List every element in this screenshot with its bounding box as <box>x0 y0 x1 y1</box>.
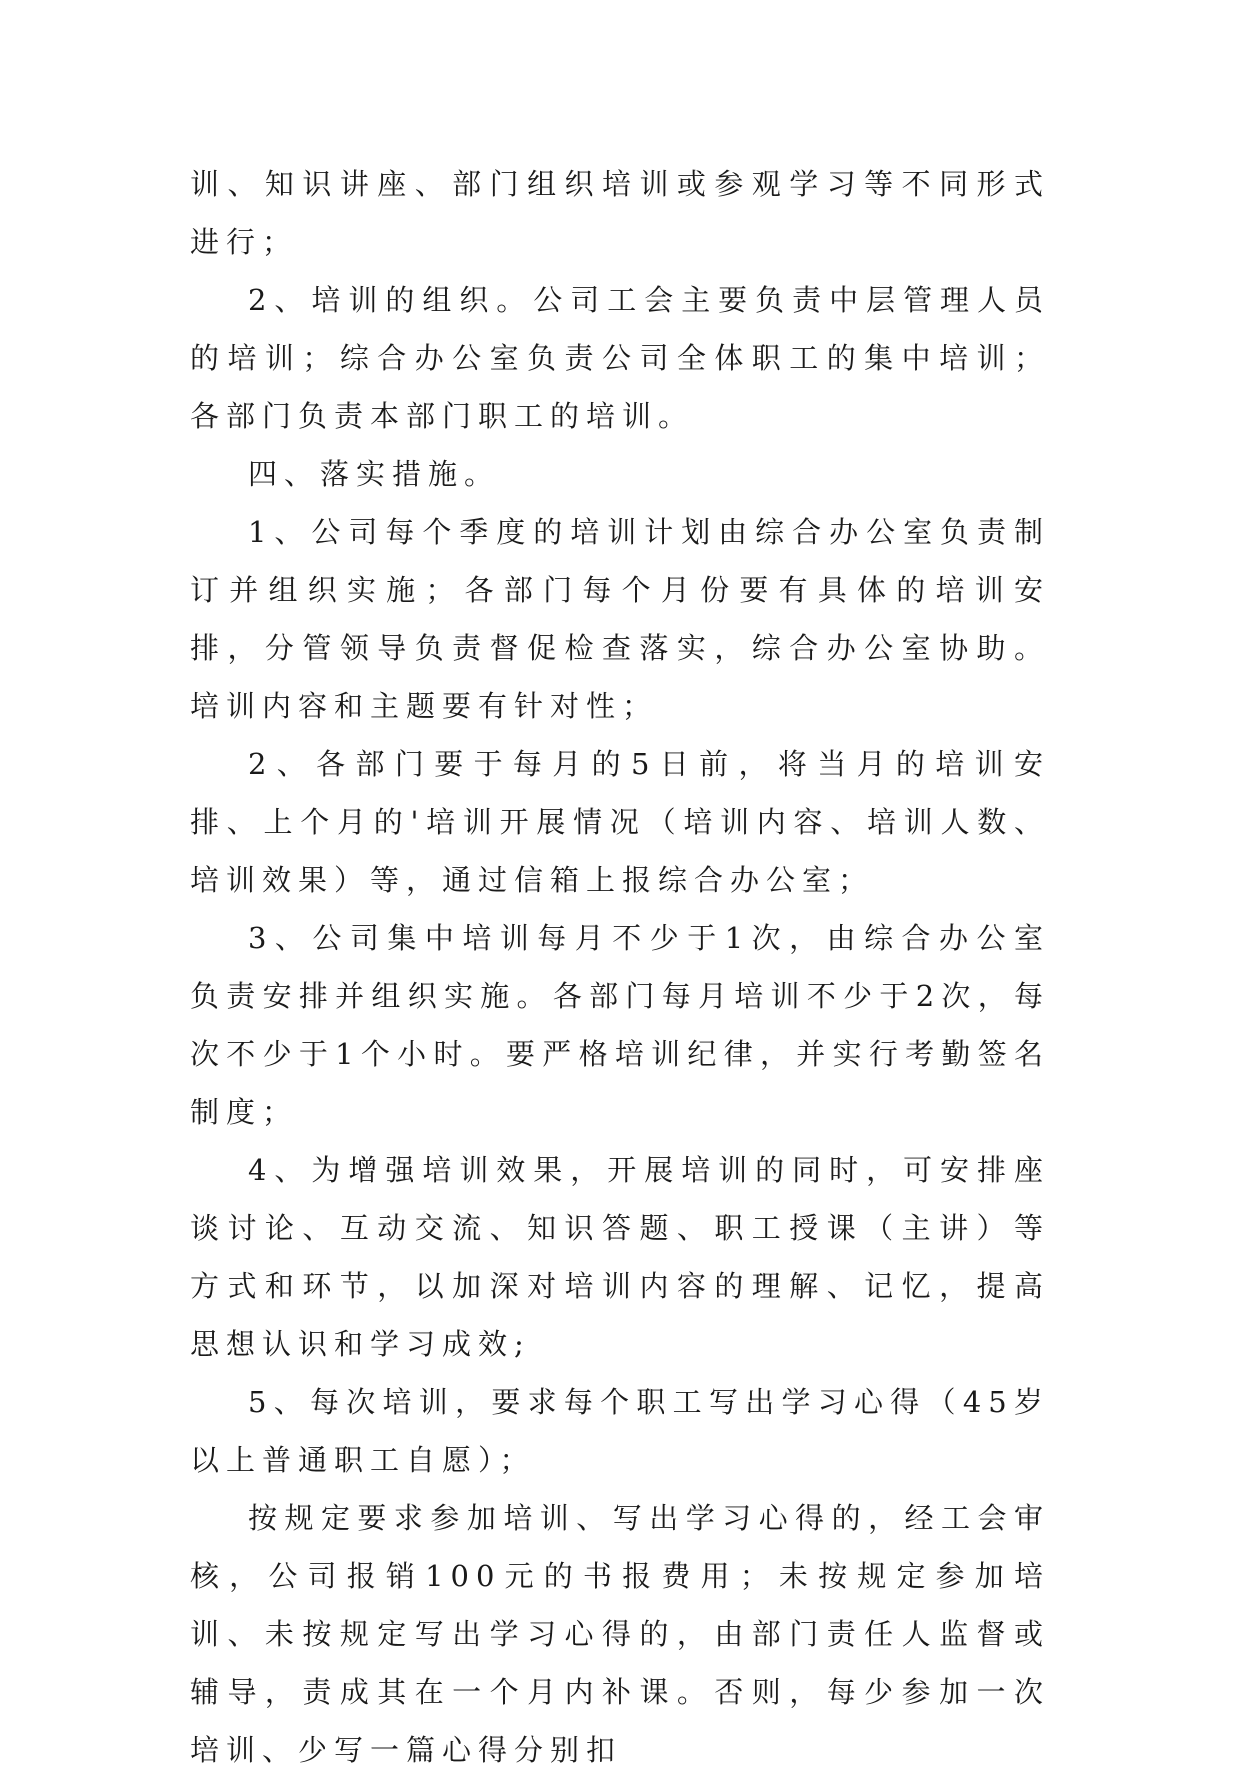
paragraph-rules: 按规定要求参加培训、写出学习心得的，经工会审核，公司报销100元的书报费用；未按规定参加培训、未按规定写出学习心得的，由部门责任人监督或辅导，责成其在一个月内补课。否则，每少参加一次培训、少写一篇心得分别扣 <box>190 1501 1050 1767</box>
paragraph-continuation: 训、知识讲座、部门组织培训或参观学习等不同形式进行； <box>190 167 1050 259</box>
paragraph-item-4: 4、为增强培训效果，开展培训的同时，可安排座谈讨论、互动交流、知识答题、职工授课（主讲）等方式和环节，以加深对培训内容的理解、记忆，提高思想认识和学习成效; <box>190 1153 1050 1361</box>
paragraph-item-3: 3、公司集中培训每月不少于1次，由综合办公室负责安排并组织实施。各部门每月培训不少于2次，每次不少于1个小时。要严格培训纪律，并实行考勤签名制度； <box>190 921 1050 1129</box>
paragraph-training-organization: 2、培训的组织。公司工会主要负责中层管理人员的培训；综合办公室负责公司全体职工的集中培训；各部门负责本部门职工的培训。 <box>190 283 1050 433</box>
paragraph-item-1: 1、公司每个季度的培训计划由综合办公室负责制订并组织实施；各部门每个月份要有具体的培训安排，分管领导负责督促检查落实，综合办公室协助。培训内容和主题要有针对性； <box>190 515 1050 723</box>
paragraph-item-5: 5、每次培训，要求每个职工写出学习心得（45岁以上普通职工自愿）； <box>190 1385 1050 1477</box>
section-heading-implementation: 四、落实措施。 <box>248 457 501 491</box>
paragraph-item-2: 2、各部门要于每月的5日前，将当月的培训安排、上个月的'培训开展情况（培训内容、培训人数、培训效果）等，通过信箱上报综合办公室； <box>190 747 1050 897</box>
document-body <box>190 155 1050 1779</box>
